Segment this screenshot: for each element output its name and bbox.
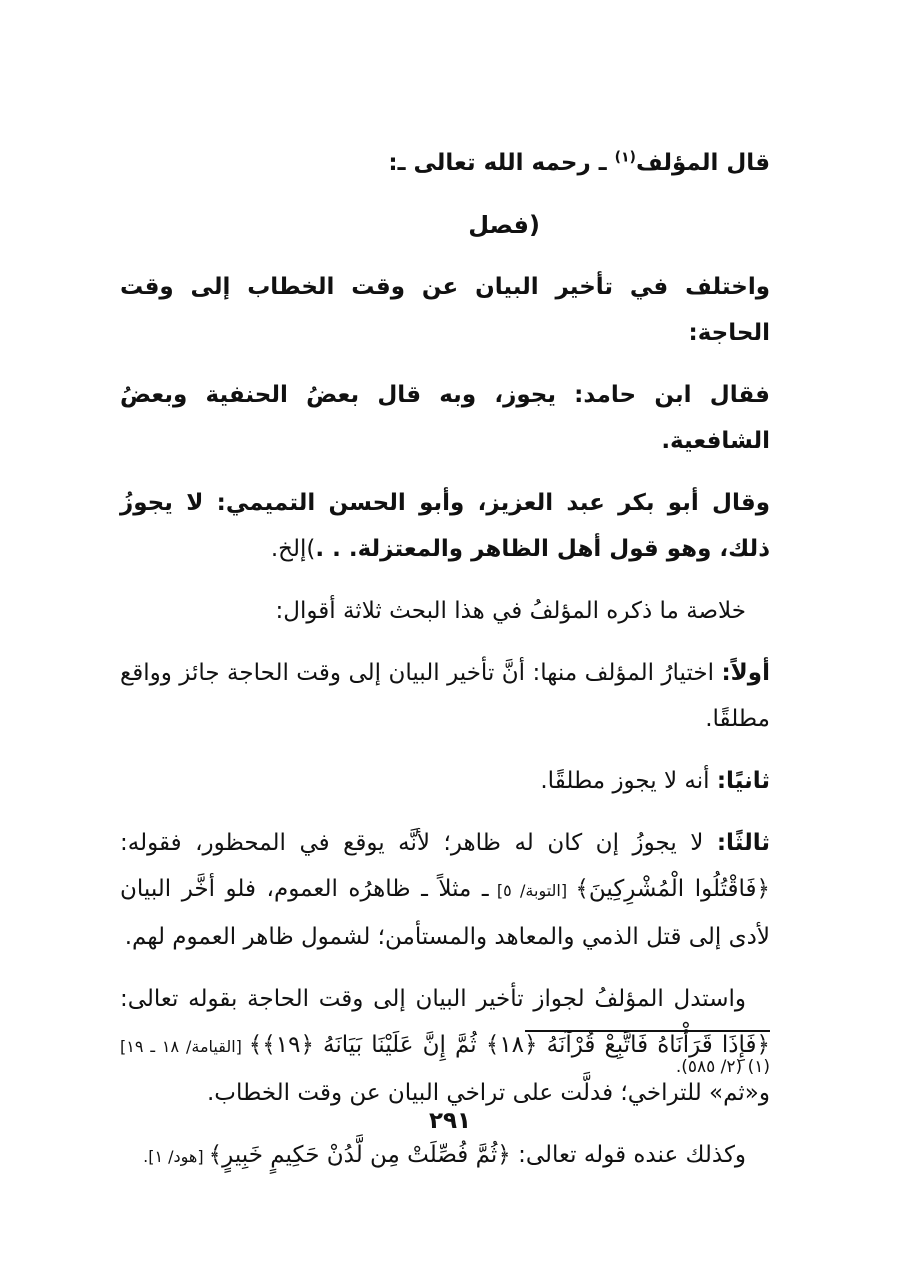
first-opinion-text: اختيارُ المؤلف منها: أنَّ تأخير البيان إلى وقت الحاجة جائز وواقع مطلقًا. bbox=[120, 660, 770, 732]
first-opinion-lead: أولاً: bbox=[721, 660, 770, 686]
evidence-paragraph bbox=[120, 976, 770, 1116]
evidence-text-1: واستدل المؤلفُ لجواز تأخير البيان إلى وقت الحاجة بقوله تعالى: bbox=[120, 986, 746, 1012]
also-paragraph bbox=[120, 1132, 770, 1180]
quote-paragraph-2: فقال ابن حامد: يجوز، وبه قال بعضُ الحنفية وبعضُ الشافعية. bbox=[120, 382, 770, 454]
quran-verse-qiyamah: ﴿فَإِذَا قَرَأْنَاهُ فَاتَّبِعْ قُرْآنَهُ ﴿١٨﴾ ثُمَّ إِنَّ عَلَيْنَا بَيَانَهُ ﴿١٩﴾﴾ bbox=[248, 1032, 771, 1058]
intro-line bbox=[120, 140, 770, 186]
footnote-mark: (١) bbox=[614, 149, 636, 166]
footnote: (١) (٢/ ٥٨٥). bbox=[675, 1057, 770, 1077]
second-opinion-lead: ثانيًا: bbox=[716, 768, 770, 794]
page-body bbox=[120, 140, 770, 1196]
third-opinion-lead: ثالثًا: bbox=[716, 830, 770, 856]
section-heading: (فصل bbox=[468, 211, 540, 239]
quote-paragraph-3 bbox=[120, 480, 770, 572]
second-opinion bbox=[120, 758, 770, 804]
verse-reference-hud: [هود/ ١]. bbox=[143, 1147, 209, 1166]
quote-paragraph-1: واختلف في تأخير البيان عن وقت الخطاب إلى وقت الحاجة: bbox=[120, 274, 770, 346]
third-opinion-text-1: لا يجوزُ إن كان له ظاهر؛ لأنَّه يوقع في المحظور، فقوله: bbox=[120, 830, 717, 856]
evidence-text-2: و«ثم» للتراخي؛ فدلَّت على تراخي البيان عن وقت الخطاب. bbox=[206, 1080, 770, 1106]
intro-text: قال المؤلف bbox=[635, 150, 770, 176]
verse-reference-qiyamah: [القيامة/ ١٨ ـ ١٩] bbox=[120, 1037, 249, 1056]
third-opinion-text-2: ـ مثلاً ـ ظاهرُه العموم، فلو أخَّر البيان لأدى إلى قتل الذمي والمعاهد والمستأمن؛ لشمول ظاهر العموم لهم. bbox=[120, 876, 770, 950]
first-opinion bbox=[120, 650, 770, 742]
verse-reference-tawbah: [التوبة/ ٥] bbox=[488, 881, 576, 900]
summary-paragraph: خلاصة ما ذكره المؤلفُ في هذا البحث ثلاثة أقوال: bbox=[275, 598, 746, 624]
quran-verse-tawbah: ﴿فَاقْتُلُوا الْمُشْرِكِينَ﴾ bbox=[575, 876, 771, 902]
also-text: وكذلك عنده قوله تعالى: bbox=[510, 1142, 746, 1168]
second-opinion-text: أنه لا يجوز مطلقًا. bbox=[540, 768, 717, 794]
footnote-divider bbox=[525, 1030, 770, 1032]
quote-paragraph-3-tail: )إلخ. bbox=[270, 536, 316, 562]
quote-paragraph-3-text: وقال أبو بكر عبد العزيز، وأبو الحسن التميمي: لا يجوزُ ذلك، وهو قول أهل الظاهر والمعتزلة. . . bbox=[120, 490, 770, 562]
third-opinion bbox=[120, 820, 770, 960]
quran-verse-hud: ﴿ثُمَّ فُصِّلَتْ مِن لَّدُنْ حَكِيمٍ خَبِيرٍ﴾ bbox=[208, 1142, 511, 1168]
intro-suffix: ـ رحمه الله تعالى ـ: bbox=[388, 150, 615, 176]
page-number: ٢٩١ bbox=[428, 1108, 472, 1134]
